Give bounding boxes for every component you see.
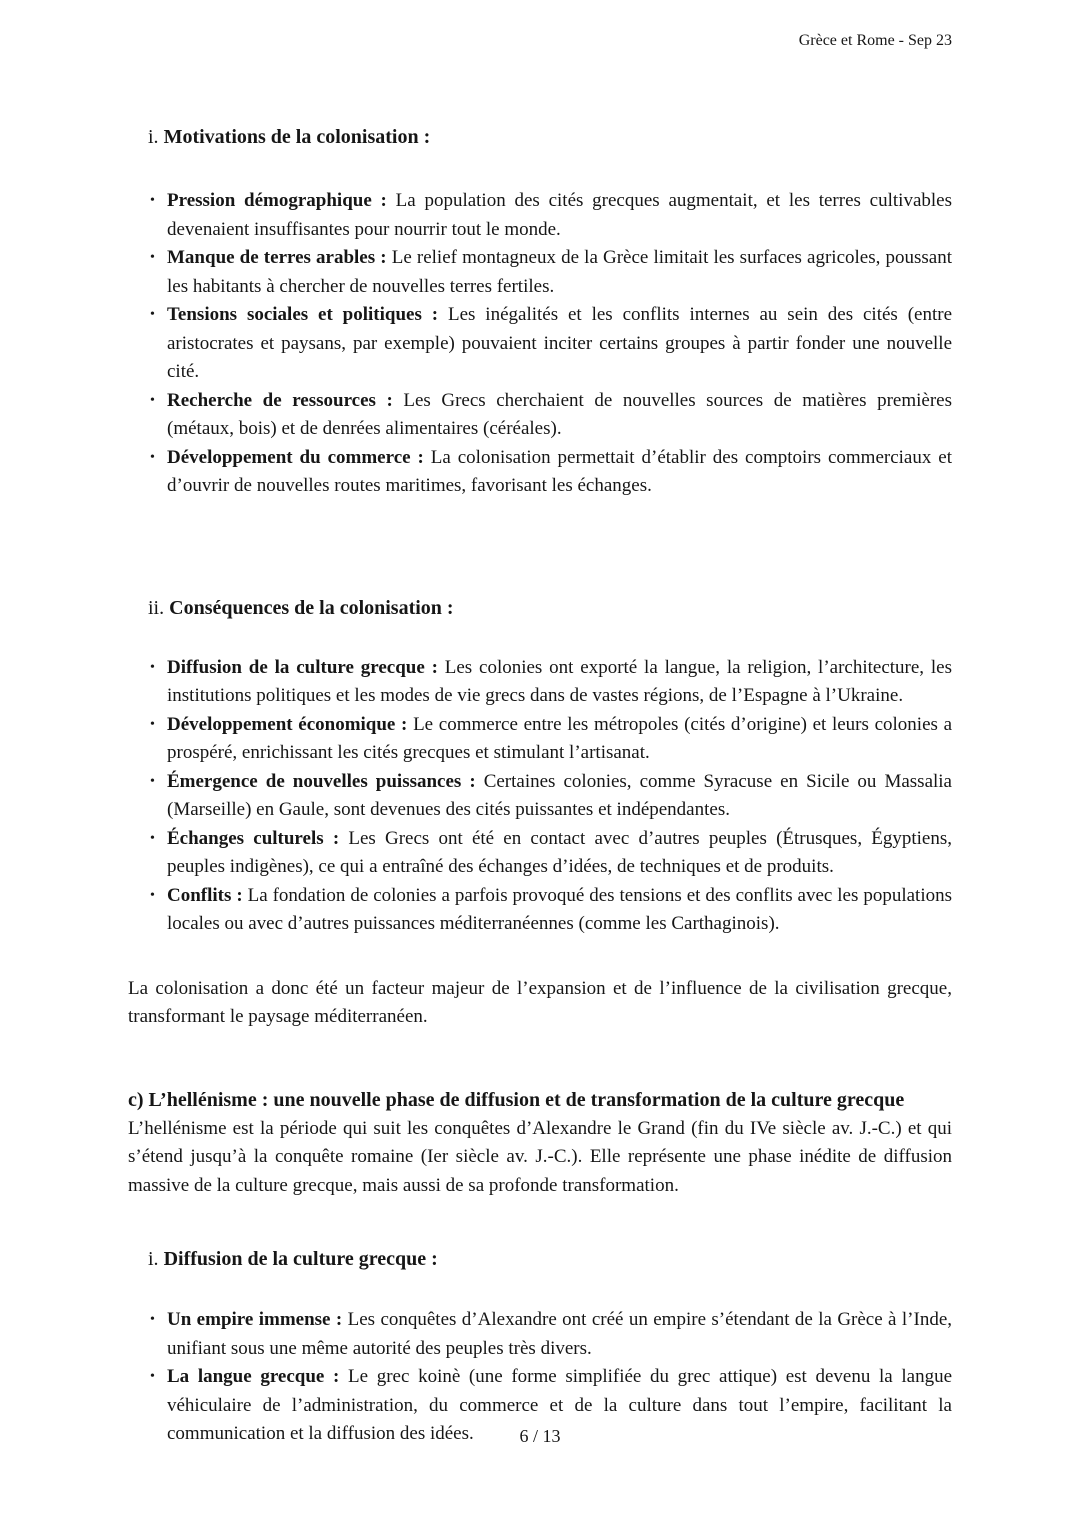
section-heading-hellenisme: c) L’hellénisme : une nouvelle phase de diffusion et de transformation de la culture grecque	[128, 1088, 905, 1111]
section-heading-diffusion	[148, 1246, 952, 1272]
item-lead: Échanges culturels :	[167, 827, 340, 849]
item-lead: Développement économique :	[167, 713, 408, 735]
item-lead: Développement du commerce :	[167, 446, 424, 468]
heading-title: Diffusion de la culture grecque :	[163, 1248, 438, 1270]
heading-title: Conséquences de la colonisation :	[169, 596, 454, 619]
item-lead: Conflits :	[167, 884, 243, 906]
list-item	[128, 1306, 952, 1363]
page-number: 6 / 13	[519, 1426, 561, 1446]
item-lead: Pression démographique :	[167, 190, 387, 211]
item-lead: La langue grecque :	[167, 1366, 340, 1387]
item-text: La colonisation permettait d’établir des comptoirs commerciaux et d’ouvrir de nouvelles routes maritimes, favorisant les échanges.	[167, 446, 953, 496]
list-item	[128, 387, 952, 444]
heading-prefix: ii.	[148, 596, 165, 619]
heading-title: Motivations de la colonisation :	[163, 126, 431, 148]
item-text: Les Grecs cherchaient de nouvelles sources de matières premières (métaux, bois) et de denrées alimentaires (céréales).	[167, 389, 953, 439]
consequences-list	[128, 654, 952, 939]
section-heading-consequences	[148, 595, 952, 621]
item-text: Les Grecs ont été en contact avec d’autres peuples (Étrusques, Égyptiens, peuples indigènes), ce qui a entraîné des échanges d’idées, de techniques et de produits.	[167, 827, 953, 877]
list-item	[128, 768, 952, 825]
page-content	[128, 0, 952, 1449]
page-footer	[0, 1426, 1080, 1447]
item-lead: Diffusion de la culture grecque :	[167, 656, 438, 678]
item-text: Le relief montagneux de la Grèce limitait les surfaces agricoles, poussant les habitants à chercher de nouvelles terres fertiles.	[167, 247, 952, 297]
item-text: Les conquêtes d’Alexandre ont créé un empire s’étendant de la Grèce à l’Inde, unifiant sous une même autorité des peuples très divers.	[167, 1309, 953, 1359]
heading-prefix: i.	[148, 1248, 159, 1270]
item-lead: Manque de terres arables :	[167, 247, 387, 268]
item-text: Les inégalités et les conflits internes au sein des cités (entre aristocrates et paysans, par exemple) pouvaient inciter certains groupes à partir fonder une nouvelle cité.	[167, 304, 952, 382]
list-item	[128, 654, 952, 711]
item-lead: Tensions sociales et politiques :	[167, 304, 439, 325]
item-text: Le grec koinè (une forme simplifiée du grec attique) est devenu la langue véhiculaire de l’administration, du commerce et de la culture dans tout l’empire, facilitant la communication et la diffusion des idées.	[167, 1366, 953, 1444]
item-lead: Un empire immense :	[167, 1309, 343, 1330]
motivations-list	[128, 187, 952, 501]
list-item	[128, 187, 952, 244]
list-item	[128, 711, 952, 768]
item-text: Les colonies ont exporté la langue, la religion, l’architecture, les institutions politiques et les modes de vie grecs dans de vastes régions, de l’Espagne à l’Ukraine.	[167, 656, 952, 706]
item-lead: Émergence de nouvelles puissances :	[167, 770, 476, 792]
closing-paragraph: La colonisation a donc été un facteur majeur de l’expansion et de l’influence de la civilisation grecque, transformant le paysage méditerranéen.	[128, 977, 952, 1027]
header-title: Grèce et Rome - Sep 23	[798, 32, 952, 49]
list-item	[128, 882, 952, 939]
list-item	[128, 825, 952, 882]
item-text: Certaines colonies, comme Syracuse en Sicile ou Massalia (Marseille) en Gaule, sont devenues des cités puissantes et indépendantes.	[167, 770, 952, 820]
page-header	[128, 0, 952, 52]
heading-prefix: i.	[148, 126, 159, 148]
section-heading-motivations	[148, 124, 952, 150]
hellenisme-intro-paragraph: L’hellénisme est la période qui suit les conquêtes d’Alexandre le Grand (fin du IVe siècle av. J.-C.) et qui s’étend jusqu’à la conquête romaine (Ier siècle av. J.-C.). Elle représente une phase inédite de diffusion massive de la culture grecque, mais aussi de sa profonde transformation.	[128, 1117, 952, 1196]
list-item	[128, 444, 952, 501]
list-item	[128, 301, 952, 387]
list-item	[128, 244, 952, 301]
item-lead: Recherche de ressources :	[167, 389, 393, 411]
item-text: La population des cités grecques augmentait, et les terres cultivables devenaient insuffisantes pour nourrir tout le monde.	[167, 190, 952, 240]
item-text: Le commerce entre les métropoles (cités d’origine) et leurs colonies a prospéré, enrichissant les cités grecques et stimulant l’artisanat.	[167, 713, 953, 763]
item-text: La fondation de colonies a parfois provoqué des tensions et des conflits avec les populations locales ou avec d’autres puissances méditerranéennes (comme les Carthaginois).	[167, 884, 952, 934]
